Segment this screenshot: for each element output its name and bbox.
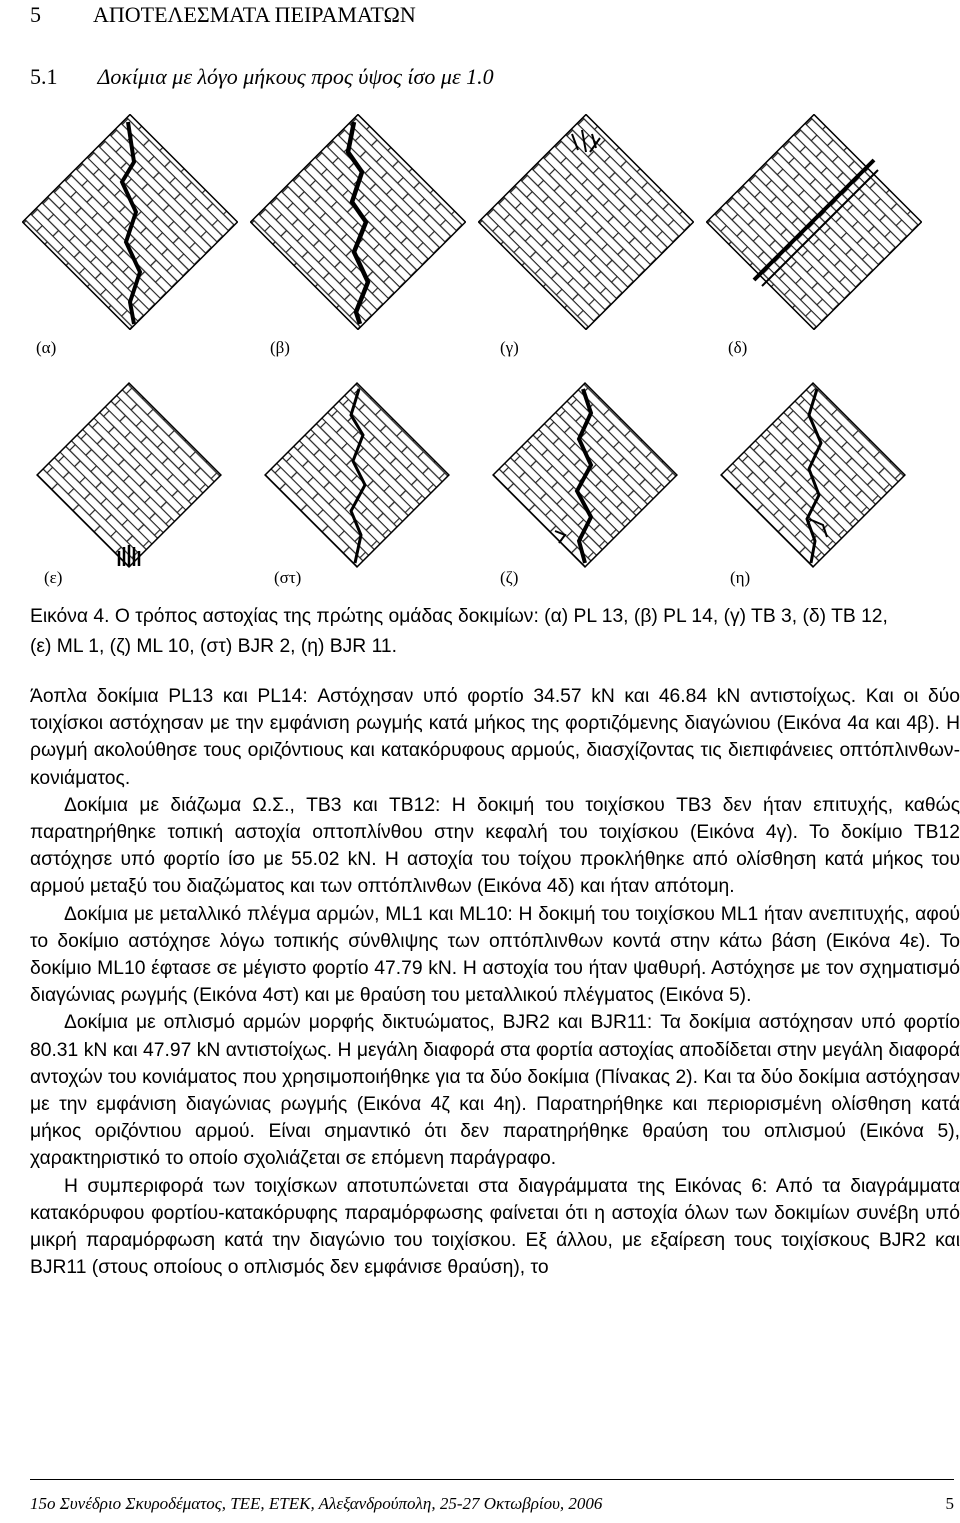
wallette-sliding-drawing-icon — [706, 114, 922, 330]
wallette-drawing-h — [720, 382, 906, 568]
panel-label-d: (δ) — [728, 338, 748, 357]
caption-line-1: Εικόνα 4. Ο τρόπος αστοχίας της πρώτης ομάδας δοκιμίων: (α) PL 13, (β) PL 14, (γ) TB 3, (δ) TB 12, — [30, 606, 888, 627]
wallette-drawing-a — [22, 114, 238, 330]
page-number: 5 — [945, 1494, 954, 1513]
paragraph: Η συμπεριφορά των τοιχίσκων αποτυπώνεται στα διαγράμματα της Εικόνας 6: Από τα διαγράμματα κατακόρυφου φορτίου-κατακόρυφης παραμόρφωσης φαίνεται ότι η αστοχία όλων των δοκιμίων συνέβη υπό μικρή παραμόρφωση κατά την διαγώνιο του τοιχίσκου. Εξ άλλου, με εξαίρεση τους τοιχίσκους BJR2 και BJR11 (στους οποίους ο οπλισμός δεν εμφάνισε θραύση), το — [30, 1175, 960, 1279]
section-number: 5 — [30, 2, 41, 27]
body-text — [30, 683, 960, 1281]
panel-label-b: (β) — [270, 338, 290, 357]
paragraph: Δοκίμια με διάζωμα Ω.Σ., TB3 και TB12: Η δοκιμή του τοιχίσκου TB3 δεν ήταν επιτυχής, καθώς παρατηρήθηκε τοπική αστοχία οπτοπλίνθου στην κεφαλή του τοιχίσκου (Εικόνα 4γ). Το δοκίμιο TB12 αστόχησε υπό φορτίο ίσο με 55.02 kN. Η αστοχία του τοίχου προκλήθηκε από ολίσθηση κατά μήκος του αρμού μεταξύ του διαζώματος και των οπτόπλινθων (Εικόνα 4δ) και ήταν απότομη. — [30, 794, 960, 898]
wallette-drawing-b — [250, 114, 466, 330]
section-title: ΑΠΟΤΕΛΕΣΜΑΤΑ ΠΕΙΡΑΜΑΤΩΝ — [93, 2, 416, 27]
wallette-diagonal-crack-drawing-icon — [264, 382, 450, 568]
figure-row-1 — [0, 114, 960, 334]
subsection-heading — [30, 64, 494, 90]
subsection-title: Δοκίμια με λόγο μήκους προς ύψος ίσο με 1.0 — [97, 64, 494, 89]
section-heading — [30, 2, 416, 28]
wallette-drawing-f — [264, 382, 450, 568]
wallette-local-crush-drawing-icon — [478, 114, 694, 330]
paragraph: Δοκίμια με μεταλλικό πλέγμα αρμών, ML1 και ML10: Η δοκιμή του τοιχίσκου ML1 ήταν ανεπιτυχής, αφού το δοκίμιο αστόχησε λόγω τοπικής σύνθλιψης των οπτόπλινθων κοντά στην κάτω βάση (Εικόνα 4ε). Το δοκίμιο ML10 έφτασε σε μέγιστο φορτίο 47.79 kN. Η αστοχία του ήταν ψαθυρή. Αστόχησε με τον σχηματισμό διαγώνιας ρωγμής (Εικόνα 4στ) και με θραύση του μεταλλικού πλέγματος (Εικόνα 5). — [30, 903, 960, 1007]
page-footer — [30, 1479, 954, 1514]
panel-label-a: (α) — [36, 338, 57, 357]
panel-label-h: (η) — [730, 568, 751, 587]
subsection-number: 5.1 — [30, 64, 58, 89]
caption-line-2: (ε) ML 1, (ζ) ML 10, (στ) BJR 2, (η) BJR 11. — [30, 636, 397, 657]
wallette-drawing-g — [492, 382, 678, 568]
wallette-drawing-c — [478, 114, 694, 330]
wallette-drawing-d — [706, 114, 922, 330]
panel-label-f: (στ) — [274, 568, 302, 587]
paragraph: Δοκίμια με οπλισμό αρμών μορφής δικτυώματος, BJR2 και BJR11: Τα δοκίμια αστόχησαν υπό φορτίο 80.31 kN και 47.97 kN αντιστοίχως. Η μεγάλη διαφορά στα φορτία αστοχίας αποδίδεται στην μεγάλη διαφορά αντοχών του κονιάματος που χρησιμοποιήθηκε για τα δύο δοκίμια (Πίνακας 2). Και τα δύο δοκίμια αστόχησαν με την εμφάνιση διαγώνιας ρωγμής (Εικόνα 4ζ και 4η). Παρατηρήθηκε και περιορισμένη ολίσθηση κατά μήκος οριζόντιου αρμού. Είναι σημαντικό ότι δεν παρατηρήθηκε θραύση του οπλισμού (Εικόνα 5), χαρακτηριστικό το οποίο σχολιάζεται σε επόμενη παράγραφο. — [30, 1012, 960, 1170]
figure-caption — [30, 602, 958, 662]
footer-conference: 15ο Συνέδριο Σκυροδέματος, ΤΕΕ, ΕΤΕΚ, Αλεξανδρούπολη, 25-27 Οκτωβρίου, 2006 — [30, 1494, 603, 1513]
wallette-diagonal-crack-drawing-icon — [22, 114, 238, 330]
wallette-diagonal-crack-drawing-icon — [492, 382, 678, 568]
panel-label-e: (ε) — [44, 568, 63, 587]
wallette-diagonal-crack-drawing-icon — [250, 114, 466, 330]
wallette-drawing-e — [36, 382, 222, 568]
figure-row-2 — [0, 382, 960, 568]
panel-label-c: (γ) — [500, 338, 519, 357]
paragraph: Άοπλα δοκίμια PL13 και PL14: Αστόχησαν υπό φορτίο 34.57 kN και 46.84 kN αντιστοίχως. Και οι δύο τοιχίσκοι αστόχησαν με την εμφάνιση ρωγμής κατά μήκος της φορτιζόμενης διαγώνιου (Εικόνα 4α και 4β). Η ρωγμή ακολούθησε τους οριζόντιους και κατακόρυφους αρμούς, διασχίζοντας τις διεπιφάνειες οπτόπλινθων-κονιάματος. — [30, 686, 960, 789]
wallette-base-crush-drawing-icon — [36, 382, 222, 568]
panel-label-g: (ζ) — [500, 568, 519, 587]
wallette-diagonal-crack-drawing-icon — [720, 382, 906, 568]
